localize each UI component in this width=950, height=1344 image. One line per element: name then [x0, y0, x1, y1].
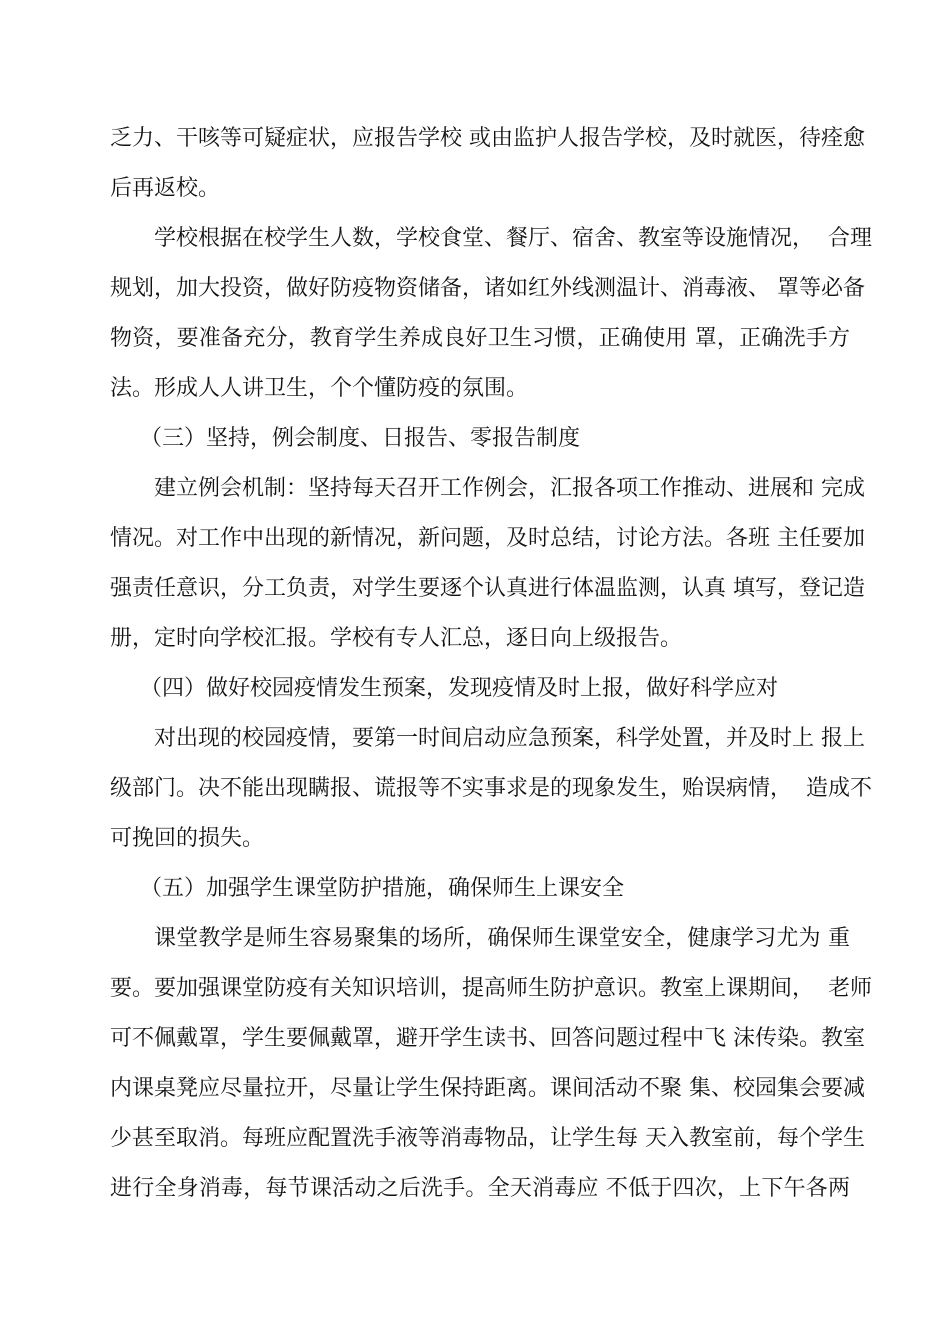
section-heading: （五）加强学生课堂防护措施，确保师生上课安全 [140, 876, 625, 901]
text-line: 进行全身消毒，每节课活动之后洗手。全天消毒应 不低于四次，上下午各两 [110, 1176, 850, 1201]
text-line: 物资，要准备充分，教育学生养成良好卫生习惯，正确使用 罩，正确洗手方 [110, 326, 850, 351]
text-line: 规划，加大投资，做好防疫物资储备，诸如红外线测温计、消毒液、 罩等必备 [110, 276, 865, 301]
text-line: 级部门。决不能出现瞒报、谎报等不实事求是的现象发生，贻误病情， 造成不 [110, 776, 872, 801]
text-line: 法。形成人人讲卫生，个个懂防疫的氛围。 [110, 376, 529, 401]
text-line: 情况。对工作中出现的新情况，新问题，及时总结，讨论方法。各班 主任要加 [110, 526, 865, 551]
text-line: 乏力、干咳等可疑症状，应报告学校 或由监护人报告学校，及时就医，待痊愈 [110, 126, 865, 151]
text-line: 要。要加强课堂防疫有关知识培训，提高师生防护意识。教室上课期间， 老师 [110, 976, 872, 1001]
text-line: 可挽回的损失。 [110, 826, 265, 851]
text-line: 可不佩戴罩，学生要佩戴罩，避开学生读书、回答问题过程中飞 沫传染。教室 [110, 1026, 865, 1051]
text-line: 学校根据在校学生人数，学校食堂、餐厅、宿舍、教室等设施情况， 合理 [154, 226, 872, 251]
text-line: 少甚至取消。每班应配置洗手液等消毒物品，让学生每 天入教室前，每个学生 [110, 1126, 865, 1151]
text-line: 后再返校。 [110, 176, 221, 201]
text-line: 课堂教学是师生容易聚集的场所，确保师生课堂安全，健康学习尤为 重 [154, 926, 850, 951]
text-line: 强责任意识，分工负责，对学生要逐个认真进行体温监测，认真 填写，登记造 [110, 576, 865, 601]
text-line: 建立例会机制：坚持每天召开工作例会，汇报各项工作推动、进展和 完成 [154, 476, 865, 501]
text-line: 对出现的校园疫情，要第一时间启动应急预案，科学处置，并及时上 报上 [154, 726, 865, 751]
text-line: 内课桌凳应尽量拉开，尽量让学生保持距离。课间活动不聚 集、校园集会要减 [110, 1076, 865, 1101]
section-heading: （三）坚持，例会制度、日报告、零报告制度 [140, 426, 581, 451]
section-heading: （四）做好校园疫情发生预案，发现疫情及时上报，做好科学应对 [140, 676, 779, 701]
text-line: 册，定时向学校汇报。学校有专人汇总，逐日向上级报告。 [110, 626, 683, 651]
